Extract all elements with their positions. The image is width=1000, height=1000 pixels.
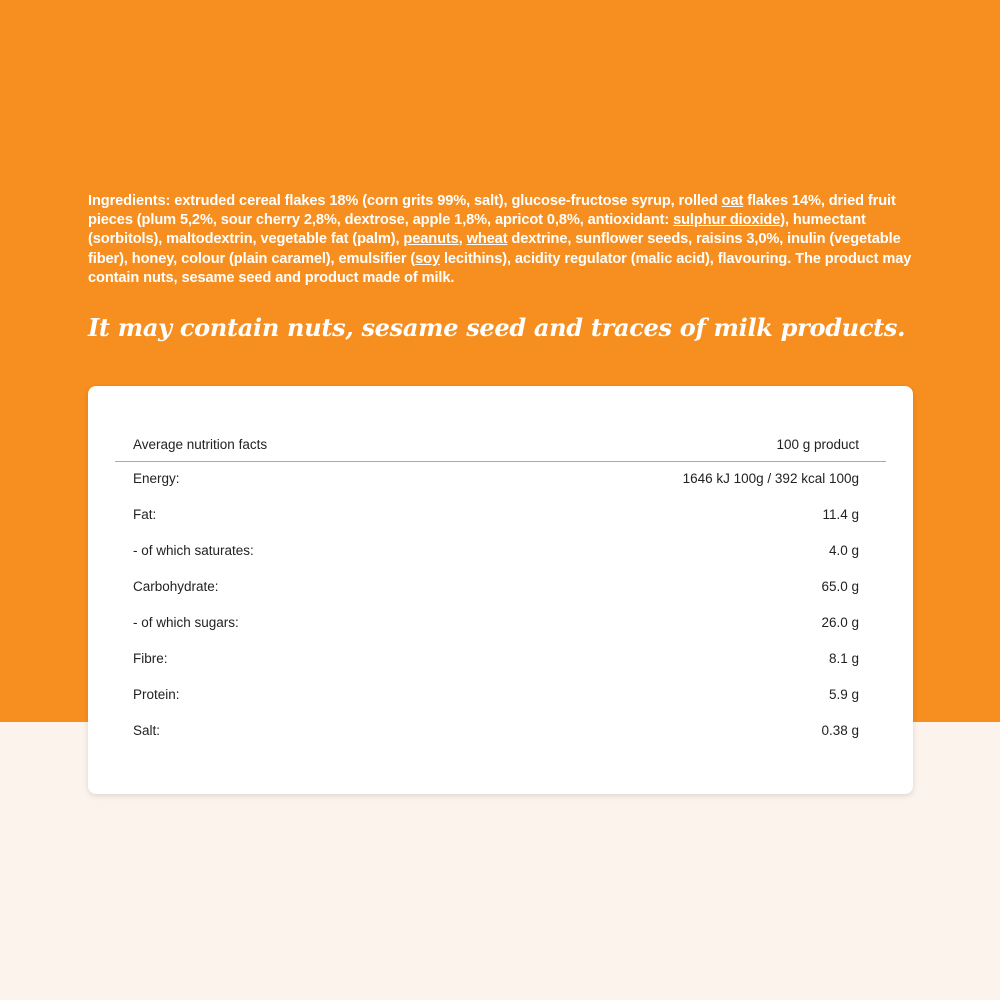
allergen-peanuts: peanuts bbox=[403, 231, 459, 248]
allergen-oat: oat bbox=[721, 193, 744, 209]
allergen-sulphur-dioxide: sulphur dioxide bbox=[673, 212, 781, 229]
nutrition-row-saturates bbox=[133, 534, 859, 570]
nutrition-value: 8.1 g bbox=[828, 651, 859, 666]
nutrition-value: 11.4 g bbox=[822, 507, 859, 522]
nutrition-value: 26.0 g bbox=[821, 615, 859, 630]
nutrition-row-energy bbox=[133, 462, 859, 498]
nutrition-row-carbohydrate bbox=[133, 570, 859, 606]
nutrition-value: 4.0 g bbox=[828, 543, 859, 558]
nutrition-label: - of which sugars: bbox=[133, 615, 239, 630]
nutrition-rows bbox=[133, 462, 859, 750]
nutrition-value: 5.9 g bbox=[828, 687, 859, 702]
nutrition-row-salt bbox=[133, 714, 859, 750]
nutrition-header-value: 100 g product bbox=[776, 437, 859, 452]
ingredients-part: , bbox=[458, 231, 467, 248]
ingredients-part: lecithins), acidity regulator (malic acid), flavouring. The product may contain nuts, sesame seed and product made of milk. bbox=[88, 250, 912, 286]
nutrition-label: Salt: bbox=[133, 723, 161, 738]
allergen-soy: soy bbox=[415, 250, 440, 267]
nutrition-label: Carbohydrate: bbox=[133, 579, 219, 594]
nutrition-row-protein bbox=[133, 678, 859, 714]
nutrition-label: Fibre: bbox=[133, 651, 168, 666]
nutrition-row-sugars bbox=[133, 606, 859, 642]
nutrition-header bbox=[115, 386, 886, 462]
ingredients-text bbox=[88, 192, 914, 288]
nutrition-value: 0.38 g bbox=[821, 723, 859, 738]
nutrition-label: Fat: bbox=[133, 507, 157, 522]
nutrition-label: Energy: bbox=[133, 471, 180, 486]
ingredients-part: Ingredients: extruded cereal flakes 18% (corn grits 99%, salt), glucose-fructose syrup, rolled bbox=[88, 193, 722, 209]
nutrition-row-fibre bbox=[133, 642, 859, 678]
nutrition-value: 1646 kJ 100g / 392 kcal 100g bbox=[682, 471, 859, 486]
nutrition-header-label: Average nutrition facts bbox=[133, 437, 268, 452]
ingredients-part: dextrine, sunflower seeds, raisins 3,0%, inulin (vegetable fiber), honey, colour (plain caramel), emulsifier ( bbox=[88, 231, 901, 267]
nutrition-label: Protein: bbox=[133, 687, 180, 702]
nutrition-row-fat bbox=[133, 498, 859, 534]
allergen-warning: It may contain nuts, sesame seed and traces of milk products. bbox=[88, 313, 906, 342]
nutrition-label: - of which saturates: bbox=[133, 543, 254, 558]
allergen-wheat: wheat bbox=[466, 231, 508, 248]
ingredients-part: ), humectant (sorbitols), maltodextrin, vegetable fat (palm), bbox=[88, 212, 866, 248]
nutrition-card bbox=[88, 386, 913, 794]
ingredients-part: flakes 14%, dried fruit pieces (plum 5,2%, sour cherry 2,8%, dextrose, apple 1,8%, apricot 0,8%, antioxidant: bbox=[88, 193, 896, 229]
nutrition-value: 65.0 g bbox=[821, 579, 859, 594]
